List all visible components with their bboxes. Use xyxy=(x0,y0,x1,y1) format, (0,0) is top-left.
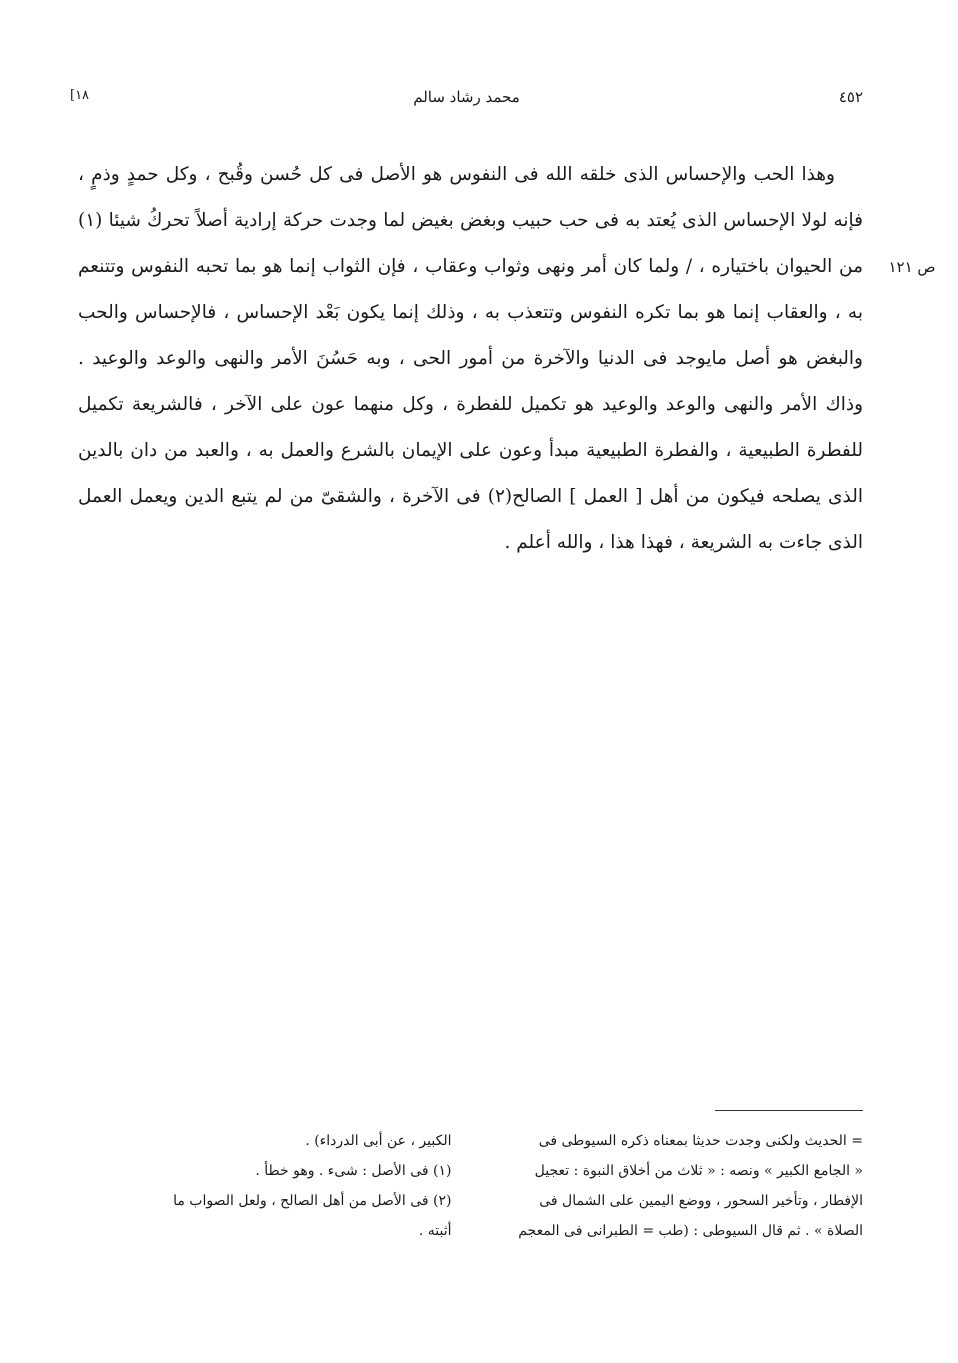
running-head-author: محمد رشاد سالم xyxy=(413,88,520,106)
footnote-1: (١) فى الأصل : شىء . وهو خطأ . xyxy=(255,1163,452,1179)
body-paragraph: وهذا الحب والإحساس الذى خلقه الله فى النفوس هو الأصل فى كل حُسن وقُبح ، وكل حمدٍ وذمٍ ، فإنه لولا الإحساس الذى يُعتد به فى حب حبيب وبغض بغيض لما وجدت حركة إرادية أصلاً تحركُ شيئا (١) من الحيوان باختياره ، / ولما كان أمر ونهى وثواب وعقاب ، فإن الثواب إنما هو بما تحبه النفوس وتتنعم به ، والعقاب إنما هو بما تكره النفوس وتتعذب به ، وذلك إنما يكون بَعْد الإحساس ، فالإحساس والحب والبغض هو أصل مايوجد فى الدنيا والآخرة من أمور الحى ، وبه حَسُنَ الأمر والنهى والوعد والوعيد . وذاك الأمر والنهى والوعد والوعيد هو تكميل للفطرة ، وكل منهما عون على الآخر ، فالشريعة تكميل للفطرة الطبيعية ، والفطرة الطبيعية مبدأ وعون على الإيمان بالشرع والعمل به ، والعبد من دان بالدين الذى يصلحه فيكون من أهل [ العمل ] الصالح(٢) فى الآخرة ، والشقىّ من لم يتبع الدين ويعمل العمل الذى جاءت به الشريعة ، فهذا هذا ، والله أعلم . xyxy=(78,164,864,553)
page-number: ٤٥٢ xyxy=(838,88,863,106)
footnote-line: = الحديث ولكنى وجدت حديثا بمعناه ذكره السيوطى فى xyxy=(538,1133,863,1149)
footnote-2: (٢) فى الأصل من أهل الصالح ، ولعل الصواب ما xyxy=(173,1193,452,1209)
footnote-line: الإفطار ، وتأخير السحور ، ووضع اليمين على الشمال فى xyxy=(539,1193,863,1209)
body-text xyxy=(78,152,863,566)
footnotes xyxy=(78,1126,863,1246)
running-header xyxy=(70,88,863,112)
footnotes-left-column xyxy=(78,1126,452,1246)
footnote-divider xyxy=(715,1110,863,1111)
footnotes-right-column xyxy=(490,1126,864,1246)
footnote-line: « الجامع الكبير » ونصه : « ثلاث من أخلاق النبوة : تعجيل xyxy=(534,1163,863,1179)
sheet-mark: ١٨] xyxy=(70,88,90,103)
footnote-line: الصلاة » . ثم قال السيوطى : (طب = الطبرانى فى المعجم xyxy=(518,1223,863,1239)
footnote-line: أثبته . xyxy=(418,1223,452,1239)
footnote-line: الكبير ، عن أبى الدرداء) . xyxy=(305,1133,452,1149)
margin-page-reference: ص ١٢١ xyxy=(888,258,936,276)
